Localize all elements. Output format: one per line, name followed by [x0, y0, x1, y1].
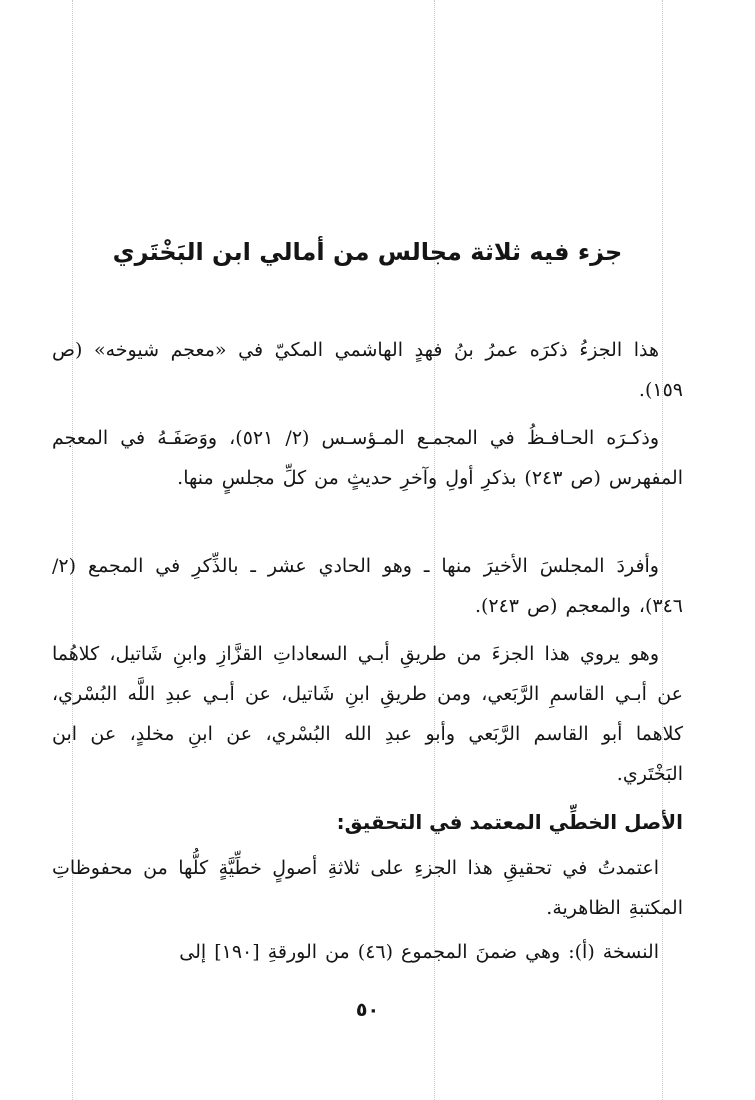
section-heading: الأصل الخطِّي المعتمد في التحقيق:: [336, 810, 683, 834]
paragraph-last-majlis: وأفردَ المجلسَ الأخيرَ منها ـ وهو الحادي عشر ـ بالذِّكرِ في المجمع (٢/ ٣٤٦)، والمعجم (ص ٢٤٣).: [52, 555, 683, 617]
paragraph-manuscripts: اعتمدتُ في تحقيقِ هذا الجزءِ على ثلاثةِ أصولٍ خطِّيَّةٍ كلُّها من محفوظاتِ المكتبةِ الظاهرية.: [52, 857, 683, 919]
paragraph-hafiz-mention: وذكـرَه الحـافـظُ في المجمـع المـؤسـس (٢/ ٥٢١)، ووَصَفَـهُ في المعجم المفهرس (ص ٢٤٣) بذكرِ أولِ وآخرِ حديثٍ من كلِّ مجلسٍ منها.: [52, 427, 683, 489]
page-number: ٥٠: [355, 999, 380, 1021]
paragraph-intro: هذا الجزءُ ذكرَه عمرُ بنُ فهدٍ الهاشمي المكيّ في «معجم شيوخه» (ص ١٥٩).: [52, 339, 683, 401]
page-title: جزء فيه ثلاثة مجالس من أمالي ابن البَخْتَري: [112, 238, 623, 266]
paragraph-copy-alif: النسخة (أ): وهي ضمنَ المجموع (٤٦) من الورقةِ [١٩٠] إلى: [179, 941, 659, 963]
paragraph-transmission-chain: وهو يروي هذا الجزءَ من طريقِ أبـي السعاداتِ القزَّازِ وابنِ شَاتيل، كلاهُما عن أبـي القاسمِ الرَّبَعي، ومن طريقِ ابنِ شَاتيل، عن أبـي عبدِ اللَّه البُسْري، كلاهما أبو القاسم الرَّبَعي وأبو عبدِ الله البُسْري، عن ابنِ مخلدٍ، عن ابن البَخْتَري.: [52, 643, 683, 785]
